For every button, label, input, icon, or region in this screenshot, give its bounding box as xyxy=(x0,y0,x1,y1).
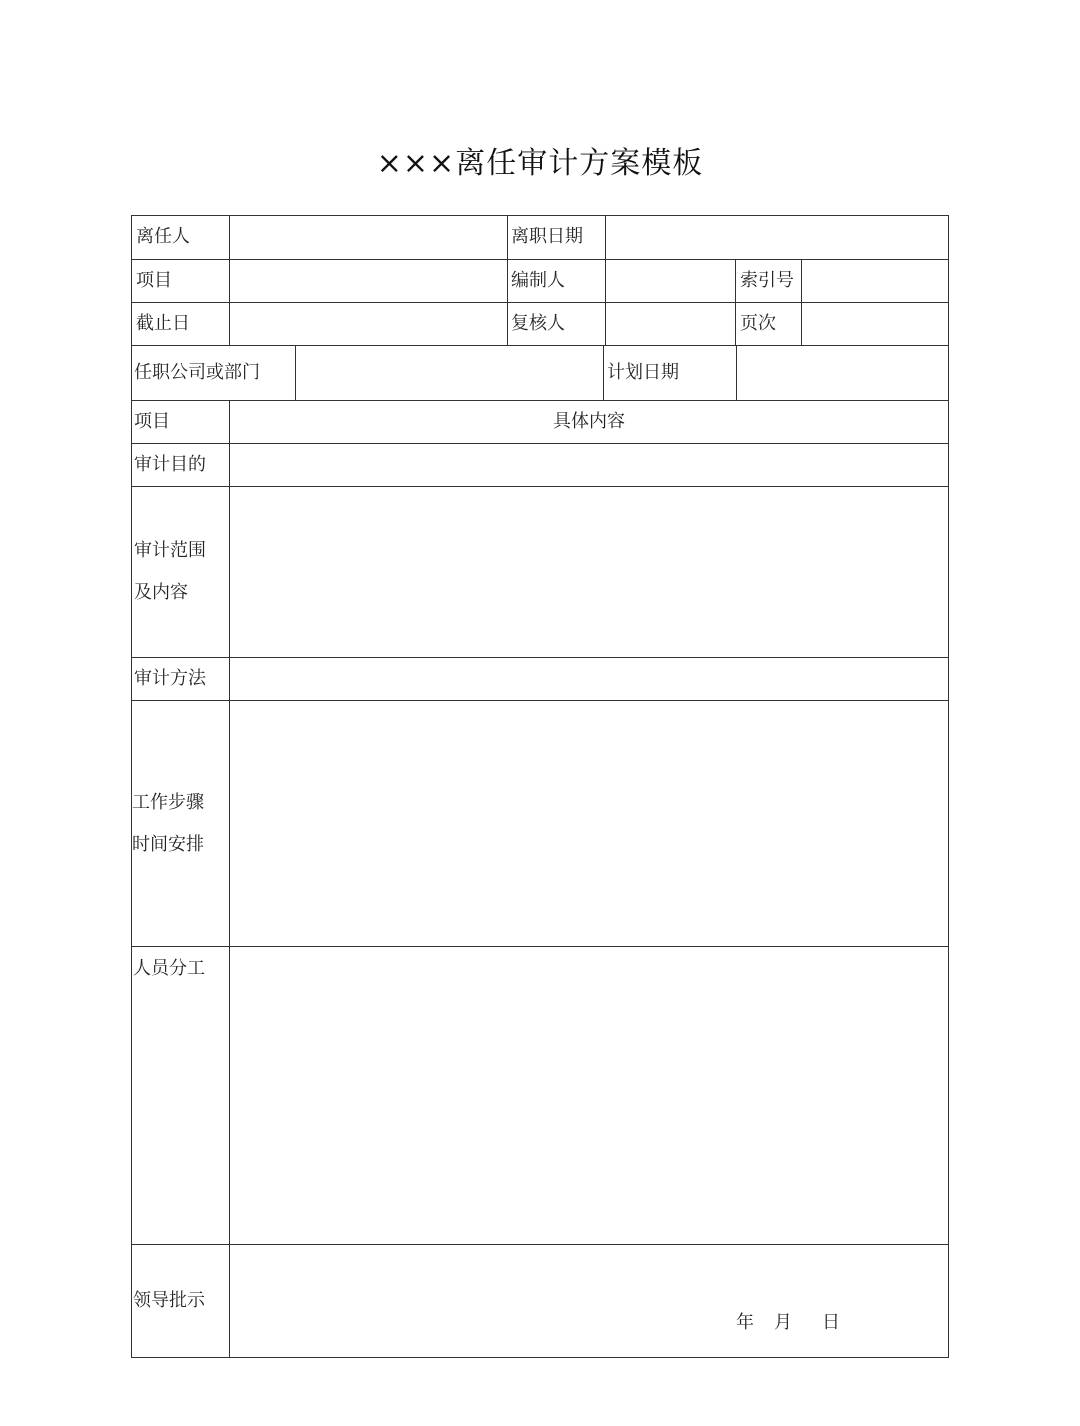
label-project: 项目 xyxy=(136,270,172,291)
label-audit-scope xyxy=(134,530,206,614)
work-steps-field[interactable] xyxy=(230,701,948,946)
plan-date-field[interactable] xyxy=(737,346,948,400)
preparer-field[interactable] xyxy=(606,260,735,302)
label-plan-date: 计划日期 xyxy=(607,362,679,383)
staff-assignment-field[interactable] xyxy=(230,947,948,1244)
resignation-date-field[interactable] xyxy=(606,216,948,259)
label-company-or-dept: 任职公司或部门 xyxy=(134,362,260,383)
label-cutoff-date: 截止日 xyxy=(136,313,190,334)
page-no-field[interactable] xyxy=(802,303,948,345)
audit-purpose-field[interactable] xyxy=(230,444,948,486)
leader-approval-field[interactable] xyxy=(230,1245,948,1357)
date-day-label: 日 xyxy=(822,1312,840,1333)
label-audit-scope-line1: 审计范围 xyxy=(134,540,206,561)
label-page-no: 页次 xyxy=(740,313,776,334)
label-reviewer: 复核人 xyxy=(511,313,565,334)
reviewer-field[interactable] xyxy=(606,303,735,345)
project-field[interactable] xyxy=(230,260,507,302)
label-resignation-date: 离职日期 xyxy=(511,226,583,247)
cutoff-date-field[interactable] xyxy=(230,303,507,345)
page-title: ×××离任审计方案模板 xyxy=(376,146,704,181)
index-no-field[interactable] xyxy=(802,260,948,302)
label-preparer: 编制人 xyxy=(511,270,565,291)
column-header-content: 具体内容 xyxy=(553,411,625,432)
label-work-steps xyxy=(132,782,204,866)
audit-method-field[interactable] xyxy=(230,658,948,700)
company-or-dept-field[interactable] xyxy=(296,346,603,400)
column-header-item: 项目 xyxy=(134,411,170,432)
date-year-label: 年 xyxy=(736,1312,754,1333)
label-audit-method: 审计方法 xyxy=(134,668,206,689)
label-audit-scope-line2: 及内容 xyxy=(134,582,188,603)
label-staff-assignment: 人员分工 xyxy=(133,958,205,979)
label-work-steps-line1: 工作步骤 xyxy=(132,792,204,813)
label-audit-purpose: 审计目的 xyxy=(134,454,206,475)
label-departing-person: 离任人 xyxy=(136,226,190,247)
date-month-label: 月 xyxy=(774,1312,792,1333)
audit-scope-field[interactable] xyxy=(230,487,948,657)
label-work-steps-line2: 时间安排 xyxy=(132,834,204,855)
departing-person-field[interactable] xyxy=(230,216,507,259)
label-index-no: 索引号 xyxy=(740,270,794,291)
label-leader-approval: 领导批示 xyxy=(133,1290,205,1311)
